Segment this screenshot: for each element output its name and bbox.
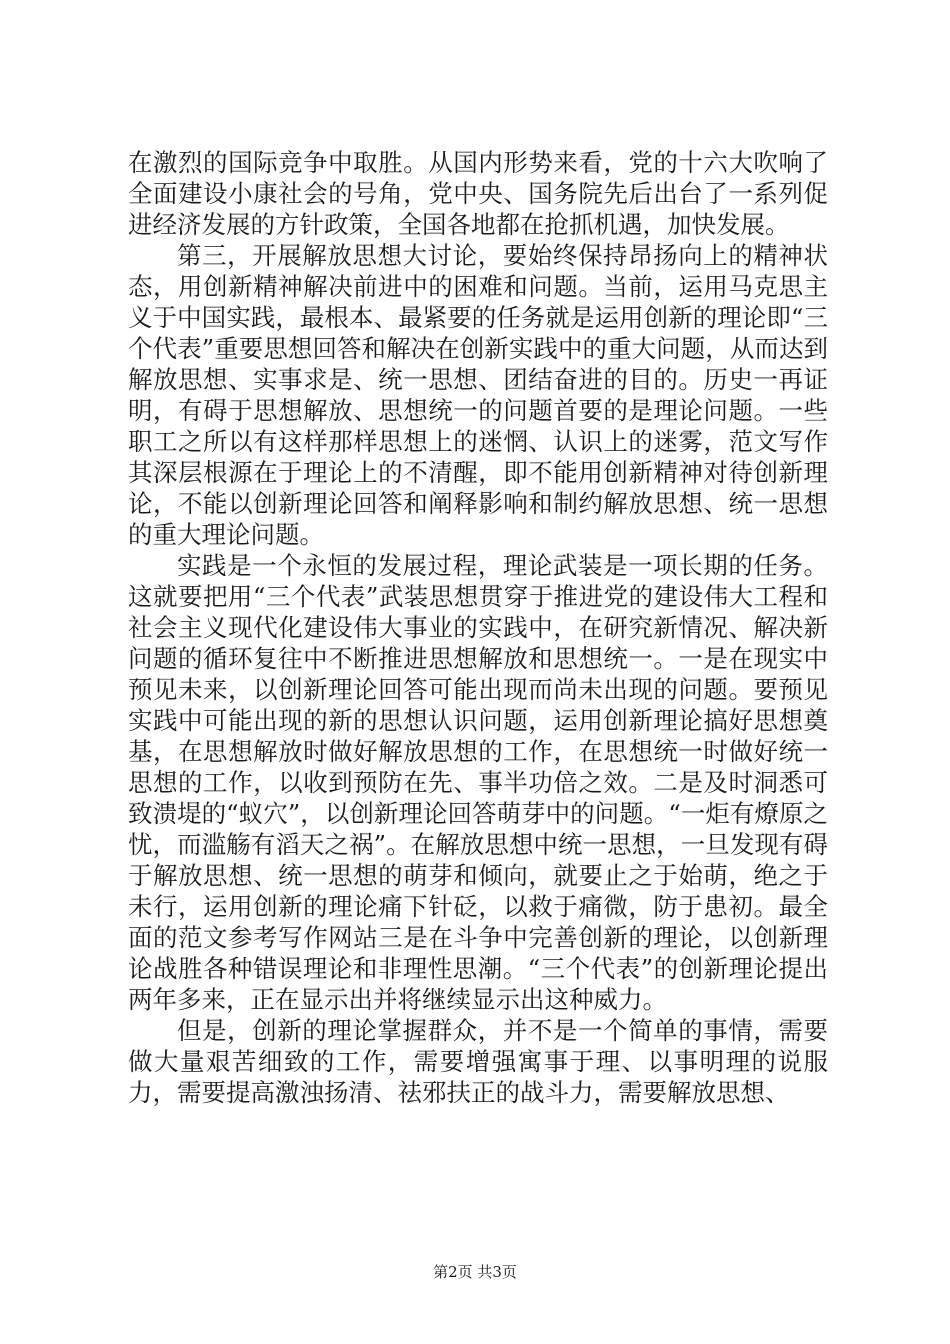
paragraph-3: 实践是一个永恒的发展过程，理论武装是一项长期的任务。这就要把用“三个代表”武装思想贯穿于推进党的建设伟大工程和社会主义现代化建设伟大事业的实践中，在研究新情况、解决新问题的循环复往中不断推进思想解放和思想统一。一是在现实中预见未来，以创新理论回答可能出现而尚未出现的问题。要预见实践中可能出现的新的思想认识问题，运用创新理论搞好思想奠基，在思想解放时做好解放思想的工作，在思想统一时做好统一思想的工作，以收到预防在先、事半功倍之效。二是及时洞悉可致溃堤的“蚁穴”，以创新理论回答萌芽中的问题。“一炬有燎原之忧，而滥觞有滔天之祸”。在解放思想中统一思想，一旦发现有碍于解放思想、统一思想的萌芽和倾向，就要止之于始萌，绝之于未行，运用创新的理论痛下针砭，以救于痛微，防于患初。最全面的范文参考写作网站三是在斗争中完善创新的理论，以创新理论战胜各种错误理论和非理性思潮。“三个代表”的创新理论提出两年多来，正在显示出并将继续显示出这种威力。 xyxy=(128,551,828,1014)
document-body xyxy=(128,147,828,1108)
paragraph-4: 但是，创新的理论掌握群众，并不是一个简单的事情，需要做大量艰苦细致的工作，需要增强寓事于理、以事明理的说服力，需要提高激浊扬清、祛邪扶正的战斗力，需要解放思想、 xyxy=(128,1016,828,1107)
page-number-footer: 第2页 共3页 xyxy=(433,1263,517,1281)
paragraph-1: 在激烈的国际竞争中取胜。从国内形势来看，党的十六大吹响了全面建设小康社会的号角，党中央、国务院先后出台了一系列促进经济发展的方针政策，全国各地都在抢抓机遇，加快发展。 xyxy=(128,148,828,239)
paragraph-2: 第三，开展解放思想大讨论，要始终保持昂扬向上的精神状态，用创新精神解决前进中的困难和问题。当前，运用马克思主义于中国实践，最根本、最紧要的任务就是运用创新的理论即“三个代表”重要思想回答和解决在创新实践中的重大问题，从而达到解放思想、实事求是、统一思想、团结奋进的目的。历史一再证明，有碍于思想解放、思想统一的问题首要的是理论问题。一些职工之所以有这样那样思想上的迷惘、认识上的迷雾，范文写作其深层根源在于理论上的不清醒，即不能用创新精神对待创新理论，不能以创新理论回答和阐释影响和制约解放思想、统一思想的重大理论问题。 xyxy=(128,241,828,549)
